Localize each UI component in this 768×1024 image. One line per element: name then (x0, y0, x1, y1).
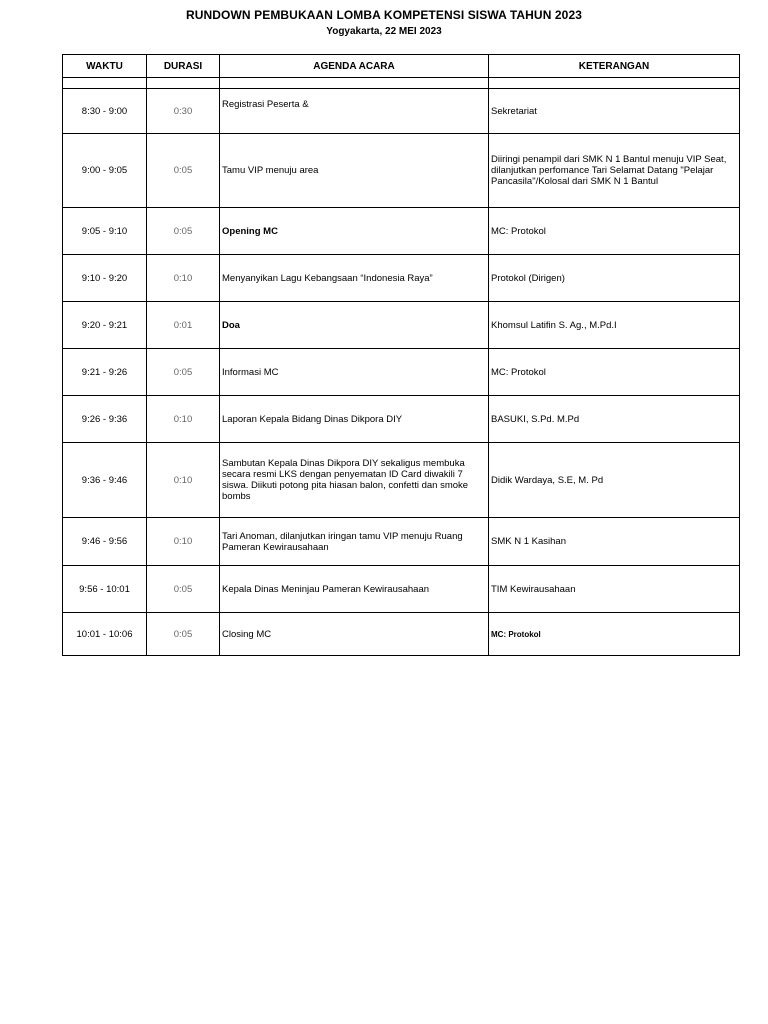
table-row (63, 396, 740, 443)
durasi-cell: 0:10 (147, 443, 220, 518)
table-row (63, 518, 740, 566)
agenda-cell: Registrasi Peserta & (220, 89, 489, 134)
durasi-cell: 0:10 (147, 255, 220, 302)
agenda-cell: Laporan Kepala Bidang Dinas Dikpora DIY (220, 396, 489, 443)
keterangan-cell: Khomsul Latifin S. Ag., M.Pd.I (489, 302, 740, 349)
durasi-cell: 0:01 (147, 302, 220, 349)
keterangan-cell: Diiringi penampil dari SMK N 1 Bantul menuju VIP Seat, dilanjutkan perfomance Tari Selamat Datang "Pelajar Pancasila"/Kolosal dari SMK N 1 Bantul (489, 134, 740, 208)
agenda-cell: Doa (220, 302, 489, 349)
waktu-cell: 10:01 - 10:06 (63, 613, 147, 656)
spacer-cell (489, 78, 740, 89)
waktu-cell: 9:20 - 9:21 (63, 302, 147, 349)
agenda-cell: Menyanyikan Lagu Kebangsaan “Indonesia Raya” (220, 255, 489, 302)
table-row (63, 443, 740, 518)
column-header-agenda: AGENDA ACARA (220, 55, 489, 78)
page-subtitle: Yogyakarta, 22 MEI 2023 (326, 26, 442, 37)
table-row (63, 566, 740, 613)
table-row (63, 134, 740, 208)
table-header-row (63, 55, 740, 78)
keterangan-cell: MC: Protokol (489, 349, 740, 396)
spacer-cell (147, 78, 220, 89)
table-row (63, 89, 740, 134)
waktu-cell: 9:00 - 9:05 (63, 134, 147, 208)
agenda-cell: Sambutan Kepala Dinas Dikpora DIY sekaligus membuka secara resmi LKS dengan penyematan ID Card diwakili 7 siswa. Diikuti potong pita hiasan balon, confetti dan smoke bombs (220, 443, 489, 518)
agenda-cell: Informasi MC (220, 349, 489, 396)
waktu-cell: 9:10 - 9:20 (63, 255, 147, 302)
table-row (63, 349, 740, 396)
keterangan-cell: TIM Kewirausahaan (489, 566, 740, 613)
keterangan-cell: MC: Protokol (489, 208, 740, 255)
table-row (63, 302, 740, 349)
keterangan-cell: MC: Protokol (489, 613, 740, 656)
page-title: RUNDOWN PEMBUKAAN LOMBA KOMPETENSI SISWA TAHUN 2023 (185, 8, 582, 22)
waktu-cell: 9:26 - 9:36 (63, 396, 147, 443)
durasi-cell: 0:05 (147, 566, 220, 613)
table-row (63, 255, 740, 302)
waktu-cell: 9:56 - 10:01 (63, 566, 147, 613)
waktu-cell: 9:46 - 9:56 (63, 518, 147, 566)
agenda-cell: Opening MC (220, 208, 489, 255)
durasi-cell: 0:05 (147, 349, 220, 396)
agenda-cell: Tari Anoman, dilanjutkan iringan tamu VIP menuju Ruang Pameran Kewirausahaan (220, 518, 489, 566)
agenda-cell: Kepala Dinas Meninjau Pameran Kewirausahaan (220, 566, 489, 613)
column-header-keterangan: KETERANGAN (489, 55, 740, 78)
spacer-row (63, 78, 740, 89)
table-row (63, 613, 740, 656)
column-header-durasi: DURASI (147, 55, 220, 78)
durasi-cell: 0:30 (147, 89, 220, 134)
spacer-cell (220, 78, 489, 89)
column-header-waktu: WAKTU (63, 55, 147, 78)
keterangan-cell: SMK N 1 Kasihan (489, 518, 740, 566)
durasi-cell: 0:05 (147, 134, 220, 208)
waktu-cell: 9:05 - 9:10 (63, 208, 147, 255)
rundown-table (62, 54, 740, 656)
durasi-cell: 0:05 (147, 613, 220, 656)
durasi-cell: 0:05 (147, 208, 220, 255)
table-row (63, 208, 740, 255)
durasi-cell: 0:10 (147, 518, 220, 566)
waktu-cell: 8:30 - 9:00 (63, 89, 147, 134)
keterangan-cell: Protokol (Dirigen) (489, 255, 740, 302)
agenda-cell: Closing MC (220, 613, 489, 656)
waktu-cell: 9:21 - 9:26 (63, 349, 147, 396)
keterangan-cell: Sekretariat (489, 89, 740, 134)
waktu-cell: 9:36 - 9:46 (63, 443, 147, 518)
durasi-cell: 0:10 (147, 396, 220, 443)
agenda-cell: Tamu VIP menuju area (220, 134, 489, 208)
spacer-cell (63, 78, 147, 89)
keterangan-cell: Didik Wardaya, S.E, M. Pd (489, 443, 740, 518)
keterangan-cell: BASUKI, S.Pd. M.Pd (489, 396, 740, 443)
